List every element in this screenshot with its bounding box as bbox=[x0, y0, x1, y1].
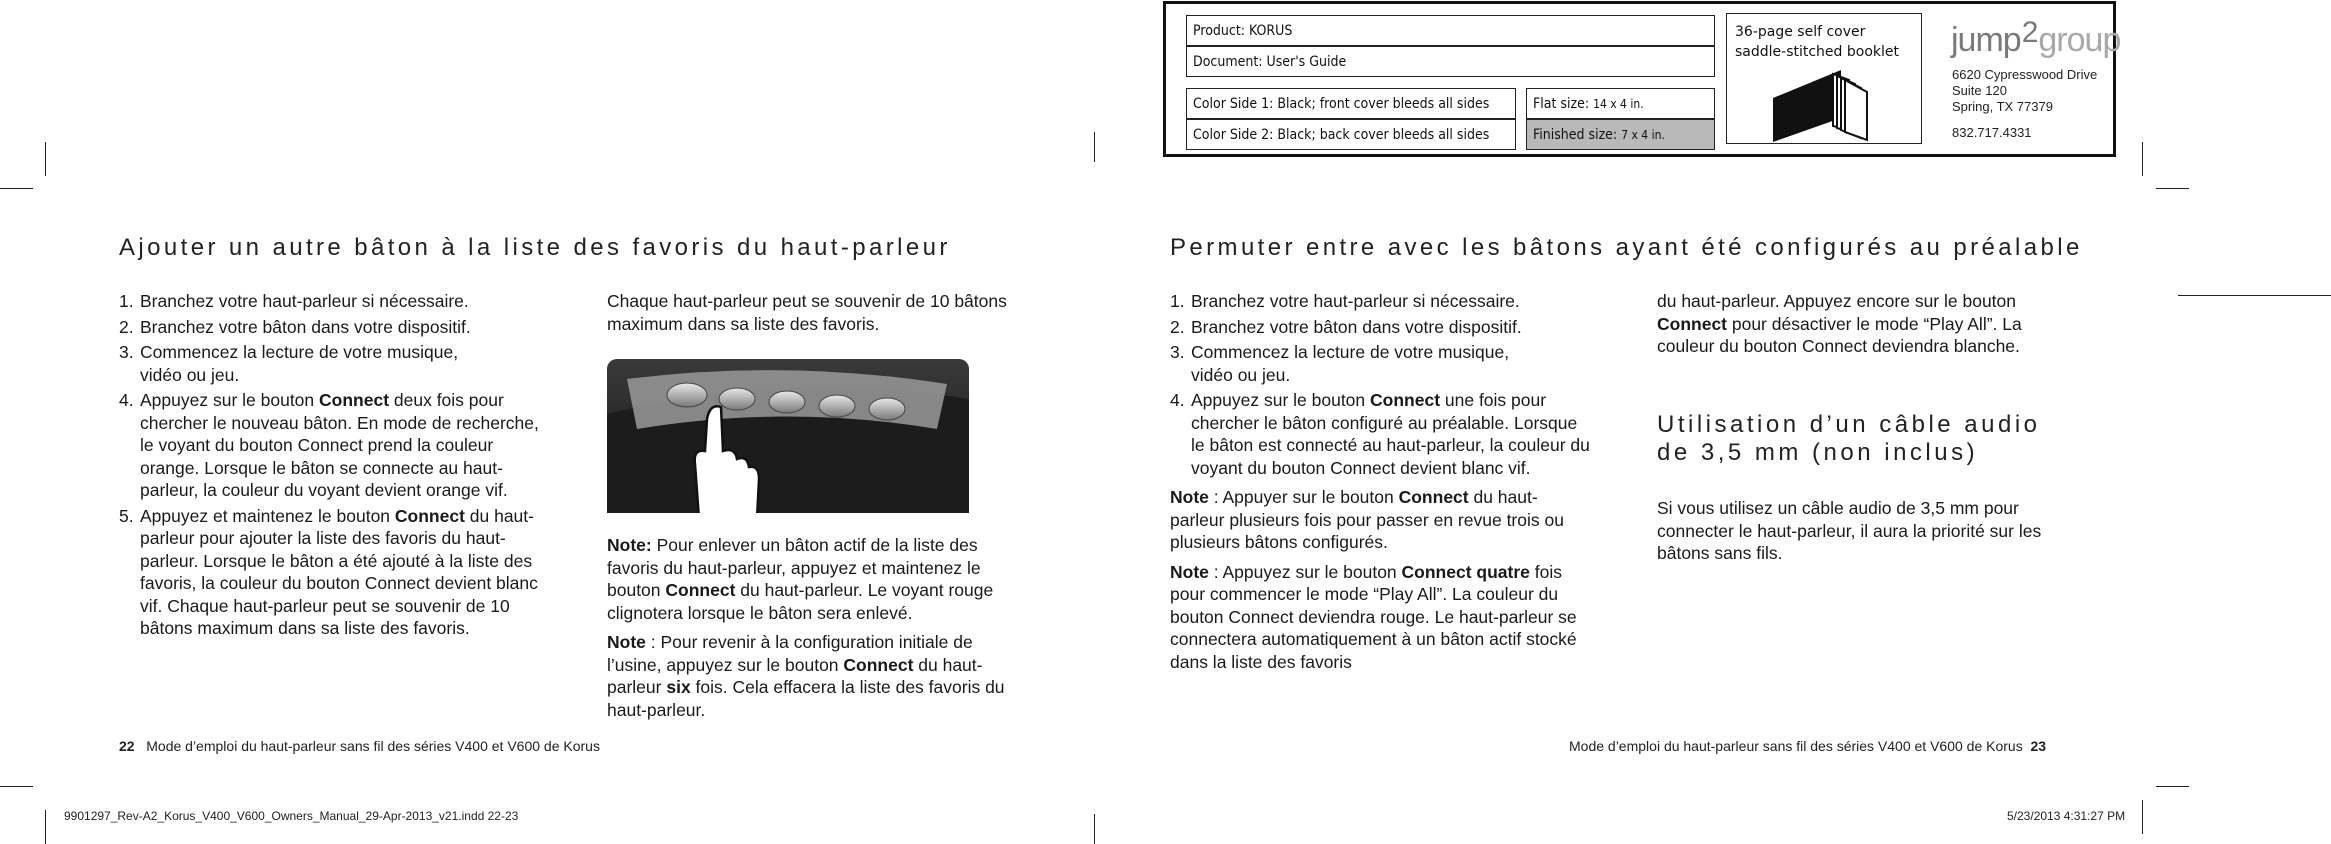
left-notes bbox=[607, 534, 1017, 721]
left-note-2: Note : Pour revenir à la configuration initiale de l’usine, appuyez sur le bouton Connect du haut-parleur six fois. Cela effacera la liste des favoris du haut-parleur. bbox=[607, 632, 1005, 720]
page-number: 23 bbox=[2030, 738, 2047, 754]
list-item: 1. Branchez votre haut-parleur si nécessaire. bbox=[1170, 291, 1520, 311]
right-page-heading: Permuter entre avec les bâtons ayant été configurés au préalable bbox=[1170, 234, 2083, 261]
list-item: 2. Branchez votre bâton dans votre dispositif. bbox=[119, 316, 471, 337]
right-note-1: Note : Appuyer sur le bouton Connect du haut-parleur plusieurs fois pour passer en revue trois ou plusieurs bâtons configurés. bbox=[1170, 487, 1564, 552]
list-item: 1. Branchez votre haut-parleur si nécessaire. bbox=[119, 291, 469, 311]
flat-size-value: 14 x 4 in. bbox=[1593, 96, 1644, 111]
print-spec-box bbox=[1163, 1, 2121, 157]
left-page-footer: 22 Mode d’emploi du haut-parleur sans fil des séries V400 et V600 de Korus bbox=[119, 738, 600, 754]
booklet-line-2: saddle-stitched booklet bbox=[1735, 44, 1900, 60]
crop-mark bbox=[2142, 800, 2143, 834]
crop-mark bbox=[2156, 188, 2189, 189]
list-item: 2. Branchez votre bâton dans votre dispositif. bbox=[1170, 316, 1522, 337]
crop-mark bbox=[2142, 142, 2143, 176]
spec-document: Document: User's Guide bbox=[1186, 46, 1715, 77]
slug-filename: 9901297_Rev-A2_Korus_V400_V600_Owners_Manual_29-Apr-2013_v21.indd 22-23 bbox=[64, 809, 519, 823]
page-number: 22 bbox=[119, 738, 135, 754]
left-steps-column bbox=[119, 290, 539, 643]
finished-size-label: Finished size: bbox=[1533, 126, 1618, 143]
left-page-heading: Ajouter un autre bâton à la liste des favoris du haut-parleur bbox=[119, 234, 951, 261]
list-item: 3. Commencez la lecture de votre musique, vidéo ou jeu. bbox=[119, 342, 459, 385]
company-phone: 832.717.4331 bbox=[1952, 125, 2032, 140]
left-col2-intro: Chaque haut-parleur peut se souvenir de 10 bâtons maximum dans sa liste des favoris. bbox=[607, 291, 1007, 334]
spec-color-side-1: Color Side 1: Black; front cover bleeds all sides bbox=[1186, 88, 1516, 119]
finished-size-value: 7 x 4 in. bbox=[1621, 127, 1665, 142]
spec-flat-size bbox=[1526, 88, 1715, 119]
crop-mark bbox=[0, 786, 33, 787]
crop-mark bbox=[2178, 295, 2331, 296]
crop-mark bbox=[45, 142, 46, 176]
list-item: 4. Appuyez sur le bouton Connect deux fois pour chercher le nouveau bâton. En mode de recherche, le voyant du bouton Connect prend la couleur orange. Lorsque le bâton se connecte au haut-parleur, la couleur du voyant devient orange vif. bbox=[119, 390, 539, 500]
crop-mark bbox=[1094, 132, 1095, 162]
spec-color-side-2: Color Side 2: Black; back cover bleeds all sides bbox=[1186, 119, 1516, 150]
speaker-button-photo bbox=[607, 359, 969, 513]
crop-mark bbox=[0, 188, 33, 189]
cable-paragraph: Si vous utilisez un câble audio de 3,5 mm pour connecter le haut-parleur, il aura la priorité sur les bâtons sans fils. bbox=[1657, 498, 2042, 563]
right-steps-list bbox=[1170, 290, 1590, 479]
right-page-footer: Mode d’emploi du haut-parleur sans fil des séries V400 et V600 de Korus 23 bbox=[1569, 738, 2047, 754]
left-note-1: Note: Pour enlever un bâton actif de la liste des favoris du haut-parleur, appuyez et maintenez le bouton Connect du haut-parleur. Le voyant rouge clignotera lorsque le bâton sera enlevé. bbox=[607, 535, 994, 623]
booklet-cell bbox=[1726, 13, 1922, 144]
crop-mark bbox=[1094, 814, 1095, 844]
spec-finished-size bbox=[1526, 119, 1715, 150]
left-steps-list bbox=[119, 290, 539, 640]
crop-mark bbox=[2156, 786, 2189, 787]
right-col2-continuation: du haut-parleur. Appuyez encore sur le bouton Connect pour désactiver le mode “Play All”. La couleur du bouton Connect deviendra blanche. bbox=[1657, 291, 2022, 356]
flat-size-label: Flat size: bbox=[1533, 95, 1590, 112]
booklet-icon bbox=[1771, 70, 1871, 142]
jump2group-logo: jump2group bbox=[1951, 16, 2121, 59]
booklet-line-1: 36-page self cover bbox=[1735, 24, 1866, 40]
slug-datetime: 5/23/2013 4:31:27 PM bbox=[2007, 809, 2126, 823]
list-item: 3. Commencez la lecture de votre musique, vidéo ou jeu. bbox=[1170, 342, 1510, 385]
company-address: 6620 Cypresswood Drive Suite 120 Spring, TX 77379 bbox=[1952, 67, 2098, 114]
cable-heading: Utilisation d’un câble audio de 3,5 mm (non inclus) bbox=[1657, 411, 2041, 466]
list-item: 4. Appuyez sur le bouton Connect une fois pour chercher le bâton configuré au préalable. Lorsque le bâton est connecté au haut-parleur, la couleur du voyant du bouton Connect devient blanc vif. bbox=[1170, 390, 1590, 478]
right-note-2: Note : Appuyez sur le bouton Connect quatre fois pour commencer le mode “Play All”. La couleur du bouton Connect deviendra rouge. Le haut-parleur se connectera automatiquement à un bâton actif stocké dans la liste des favoris bbox=[1170, 561, 1577, 672]
crop-mark bbox=[45, 810, 46, 844]
list-item: 5. Appuyez et maintenez le bouton Connect du haut-parleur pour ajouter la liste des favoris du haut-parleur. Lorsque le bâton a été ajouté à la liste des favoris, la couleur du bouton Connect devient blanc vif. Chaque haut-parleur peut se souvenir de 10 bâtons maximum dans sa liste des favoris. bbox=[119, 505, 538, 638]
right-steps-column bbox=[1170, 290, 1590, 673]
spec-product: Product: KORUS bbox=[1186, 15, 1715, 46]
